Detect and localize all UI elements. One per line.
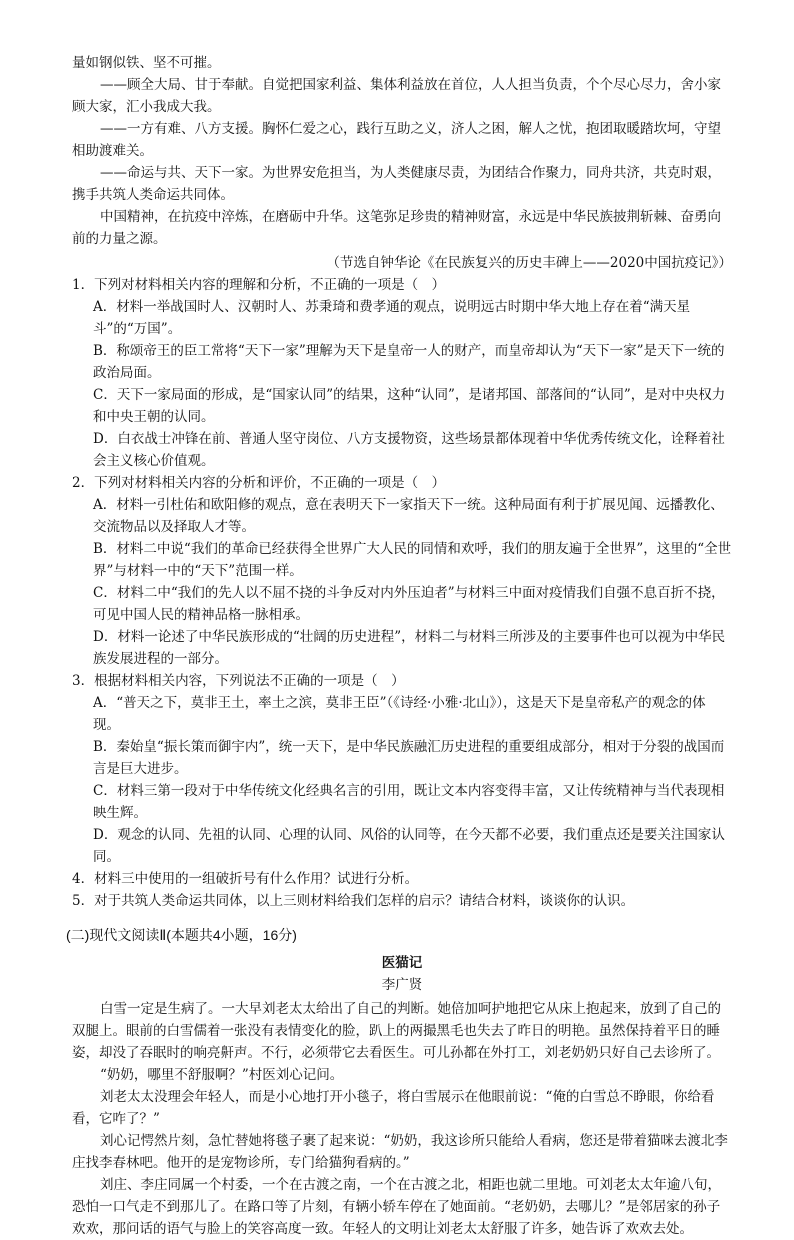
- question-stem: 1．下列对材料相关内容的理解和分析，不正确的一项是（ ）: [72, 277, 446, 293]
- question-option: B．称颂帝王的臣工常将“天下一家”理解为天下是皇帝一人的财产，而皇帝却认为“天下一家”是天下一统的政治局面。: [93, 343, 725, 381]
- question-option: A．材料一举战国时人、汉朝时人、苏秉琦和费孝通的观点，说明远古时期中华大地上存在着“满天星斗”的“万国”。: [93, 299, 691, 337]
- question-option: D．白衣战士冲锋在前、普通人坚守岗位、八方支援物资，这些场景都体现着中华优秀传统文化，诠释着社会主义核心价值观。: [93, 431, 725, 469]
- question-stem: 2．下列对材料相关内容的分析和评价，不正确的一项是（ ）: [72, 475, 446, 491]
- essay-paragraph: 刘庄、李庄同属一个村委，一个在古渡之南，一个在古渡之北，相距也就二里地。可刘老太太年逾八旬，恐怕一口气走不到那儿了。在路口等了片刻，有辆小轿车停在了她面前。“老奶奶，去哪儿？”是邻居家的孙子欢欢，那问话的语气与脸上的笑容高度一致。年轻人的文明让刘老太太舒服了许多，她告诉了欢欢去处。: [72, 1177, 721, 1237]
- question-option: D．观念的认同、先祖的认同、心理的认同、风俗的认同等，在今天都不必要，我们重点还是要关注国家认同。: [93, 827, 725, 865]
- essay-paragraph: 白雪一定是生病了。一大早刘老太太给出了自己的判断。她倍加呵护地把它从床上抱起来，放到了自己的双腿上。眼前的白雪儒着一张没有表情变化的脸，趴上的两撮黑毛也失去了昨日的明艳。虽然保持着平日的睡姿，却没了吞眠时的响亮鼾声。不行，必须带它去看医生。可儿孙都在外打工，刘老奶奶只好自己去诊所了。: [72, 1001, 721, 1061]
- question-item: [72, 670, 732, 868]
- question-option: B．材料二中说“我们的革命已经获得全世界广大人民的同情和欢呼，我们的朋友遍于全世界”，这里的“全世界”与材料一中的“天下”范围一样。: [93, 541, 732, 579]
- section-heading: (二)现代文阅读Ⅱ(本题共4小题，16分): [66, 927, 297, 943]
- question-option: C．天下一家局面的形成，是“国家认同”的结果，这种“认同”，是诸邦国、部落间的“认同”，是对中央权力和中央王朝的认同。: [93, 387, 726, 425]
- essay-author: 李广贤: [381, 977, 423, 993]
- question-option: D．材料一论述了中华民族形成的“壮阔的历史进程”，材料二与材料三所涉及的主要事件也可以视为中华民族发展进程的一部分。: [93, 629, 726, 667]
- question-item: [72, 890, 732, 912]
- material-paragraph: 量如钢似铁、坚不可摧。: [72, 55, 221, 71]
- essay-paragraph: “奶奶，哪里不舒服啊？”村医刘心记问。: [100, 1067, 344, 1083]
- material-paragraph: ——一方有难、八方支援。胸怀仁爱之心，践行互助之义，济人之困，解人之忧，抱团取暖踏坎坷，守望相助渡难关。: [72, 121, 721, 159]
- question-option: A．“普天之下，莫非王土，率土之滨，莫非王臣”（《诗经·小雅·北山》），这是天下是皇帝私产的观念的体现。: [93, 695, 706, 733]
- question-option: C．材料三第一段对于中华传统文化经典名言的引用，既让文本内容变得丰富，又让传统精神与当代表现相映生辉。: [93, 783, 725, 821]
- material-paragraph: 中国精神，在抗疫中淬炼，在磨砺中升华。这笔弥足珍贵的精神财富，永远是中华民族披荆斩棘、奋勇向前的力量之源。: [72, 209, 721, 247]
- essay-title: 医猫记: [381, 955, 423, 970]
- question-option: C．材料二中“我们的先人以不屈不挠的斗争反对内外压迫者”与材料三中面对疫情我们自强不息百折不挠，可见中国人民的精神品格一脉相承。: [93, 585, 725, 623]
- material-three-tail: [72, 52, 732, 274]
- question-option: B．秦始皇“振长策而御宇内”，统一天下，是中华民族融汇历史进程的重要组成部分，相对于分裂的战国而言是巨大进步。: [93, 739, 725, 777]
- question-option: A．材料一引杜佑和欧阳修的观点，意在表明天下一家指天下一统。这种局面有利于扩展见闻、远播教化、交流物品以及择取人才等。: [93, 497, 724, 535]
- question-stem: 3．根据材料相关内容，下列说法不正确的一项是（ ）: [72, 673, 405, 689]
- essay-body: [72, 998, 732, 1240]
- section-modern-reading-two: [66, 924, 732, 1240]
- question-stem: 5．对于共筑人类命运共同体，以上三则材料给我们怎样的启示？请结合材料，谈谈你的认识。: [72, 893, 635, 909]
- question-item: [72, 472, 732, 670]
- question-stem: 4．材料三中使用的一组破折号有什么作用？试进行分析。: [72, 871, 419, 887]
- material-paragraph: ——顾全大局、甘于奉献。自觉把国家利益、集体利益放在首位，人人担当负责，个个尽心尽力，舍小家顾大家，汇小我成大我。: [72, 77, 721, 115]
- question-item: [72, 868, 732, 890]
- essay-paragraph: 刘心记愕然片刻，急忙替她将毯子裹了起来说：“奶奶，我这诊所只能给人看病，您还是带着猫咪去渡北李庄找李春林吧。他开的是宠物诊所，专门给猫狗看病的。”: [72, 1133, 728, 1171]
- question-list: [72, 274, 732, 912]
- essay-paragraph: 刘老太太没理会年轻人，而是小心地打开小毯子，将白雪展示在他眼前说：“俺的白雪总不睁眼，你给看看，它咋了？”: [72, 1089, 715, 1127]
- material-source: （节选自钟华论《在民族复兴的历史丰碑上——2020中国抗疫记》）: [326, 255, 732, 271]
- material-paragraph: ——命运与共、天下一家。为世界安危担当，为人类健康尽责，为团结合作聚力，同舟共济，共克时艰，携手共筑人类命运共同体。: [72, 165, 721, 203]
- question-item: [72, 274, 732, 472]
